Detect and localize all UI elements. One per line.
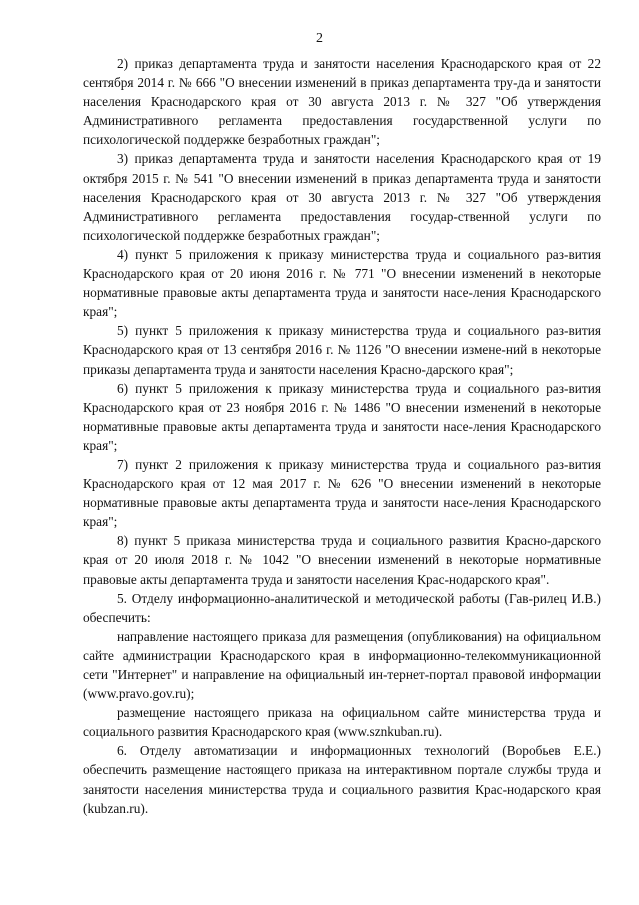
paragraph-point-5: 5. Отделу информационно-аналитической и методической работы (Гав-рилец И.В.) обеспечить: xyxy=(83,590,601,625)
paragraph-item-4: 4) пункт 5 приложения к приказу министерства труда и социального раз-вития Краснодарского края от 20 июня 2016 г. № 771 "О внесении изменений в некоторые нормативные правовые акты департамента труда и занятости насе-ления Краснодарского края"; xyxy=(83,246,601,320)
document-body xyxy=(83,54,601,818)
paragraph-ministry-site-placement: размещение настоящего приказа на официальном сайте министерства труда и социального развития Краснодарского края (www.sznkuban.ru). xyxy=(83,705,601,740)
page-number: 2 xyxy=(316,31,323,46)
paragraph-item-2: 2) приказ департамента труда и занятости населения Краснодарского края от 22 сентября 2014 г. № 666 "О внесении изменений в приказ департамента тру-да и занятости населения Краснодарского края от 30 августа 2013 г. № 327 "Об утверждения Административного регламента предоставления государственной услуги по психологической поддержке безработных граждан"; xyxy=(83,56,601,148)
paragraph-item-6: 6) пункт 5 приложения к приказу министерства труда и социального раз-вития Краснодарского края от 23 ноября 2016 г. № 1486 "О внесении изменений в некоторые нормативные правовые акты департамента труда и занятости насе-ления Краснодарского края"; xyxy=(83,380,601,453)
paragraph-item-3: 3) приказ департамента труда и занятости населения Краснодарского края от 19 октября 2015 г. № 541 "О внесении изменений в приказ департамента труда и занятости населения Краснодарского края от 30 августа 2013 г. № 327 "Об утверждения Административного регламента предоставления государ-ственной услуги по психологической поддержке безработных граждан"; xyxy=(83,151,601,243)
paragraph-item-7: 7) пункт 2 приложения к приказу министерства труда и социального раз-вития Краснодарского края от 12 мая 2017 г. № 626 "О внесении изменений в некоторые нормативные правовые акты департамента труда и занятости насе-ления Краснодарского края"; xyxy=(83,456,601,530)
paragraph-item-8: 8) пункт 5 приказа министерства труда и социального развития Красно-дарского края от 20 июля 2018 г. № 1042 "О внесении изменений в некоторые нормативные правовые акты департамента труда и занятости населения Крас-нодарского края". xyxy=(83,533,601,587)
paragraph-item-5: 5) пункт 5 приложения к приказу министерства труда и социального раз-вития Краснодарского края от 13 сентября 2016 г. № 1126 "О внесении измене-ний в некоторые приказы департамента труда и занятости населения Красно-дарского края"; xyxy=(83,323,601,377)
paragraph-publication-direction: направление настоящего приказа для размещения (опубликования) на официальном сайте администрации Краснодарского края в информационно-телекоммуникационной сети "Интернет" и направление на официальный ин-тернет-портал правовой информации (www.pravo.gov.ru); xyxy=(83,628,601,702)
paragraph-point-6: 6. Отделу автоматизации и информационных технологий (Воробьев Е.Е.) обеспечить размещение настоящего приказа на интерактивном портале службы труда и занятости населения министерства труда и социального развития Крас-нодарского края (kubzan.ru). xyxy=(83,743,601,816)
